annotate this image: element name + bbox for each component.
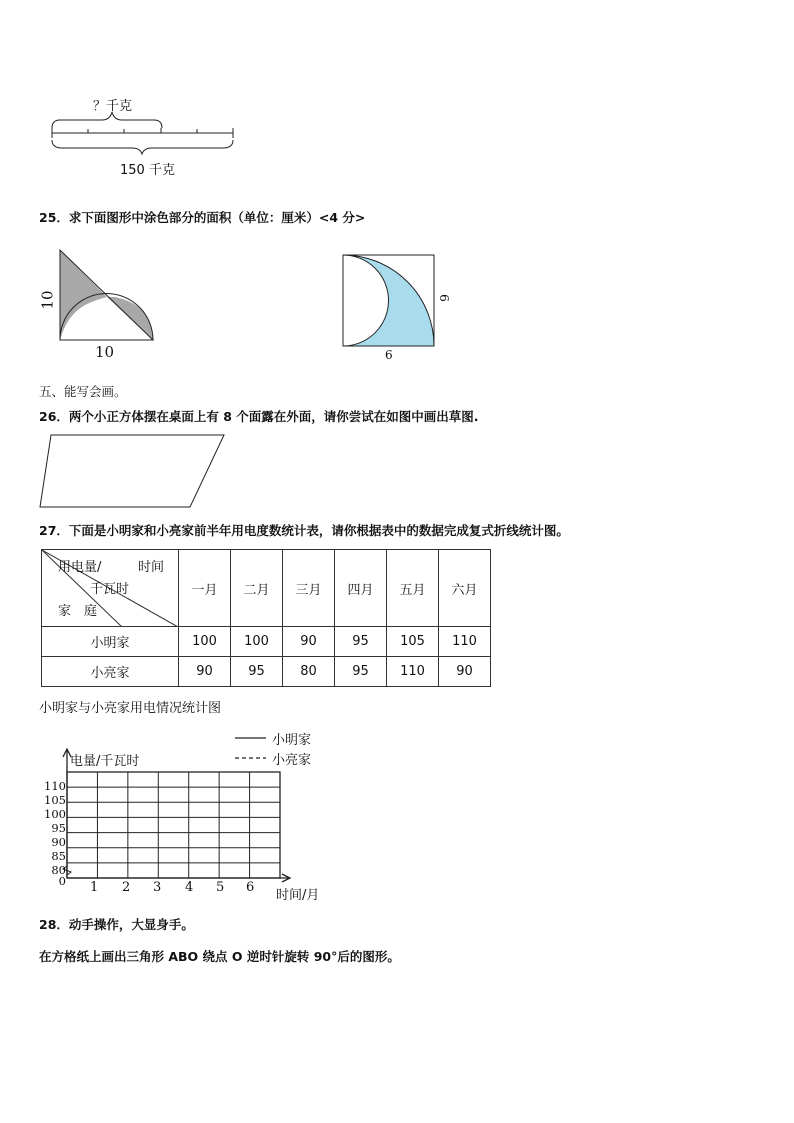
section-5-title: 五、能写会画。 (39, 384, 127, 399)
y-tick: 105 (44, 793, 66, 807)
y-tick: 0 (58, 874, 66, 888)
y-tick: 100 (44, 807, 66, 821)
table-cell: 80 (283, 657, 335, 687)
legend-solid-label: 小明家 (272, 733, 312, 748)
corner-family: 家 庭 (58, 604, 98, 619)
top-brace (52, 112, 162, 128)
fig2-bottom-label: 6 (385, 348, 393, 362)
month-header: 三月 (283, 550, 335, 627)
electricity-table (41, 549, 491, 687)
table-cell: 95 (335, 627, 387, 657)
bottom-brace (52, 140, 233, 154)
row-name: 小明家 (42, 627, 179, 657)
bottom-label: 150 千克 (120, 163, 175, 178)
month-header: 二月 (231, 550, 283, 627)
table-cell: 95 (335, 657, 387, 687)
q28-instruction: 在方格纸上画出三角形 ABO 绕点 O 逆时针旋转 90°后的图形。 (39, 949, 400, 964)
fig1-side-label: 10 (38, 290, 57, 310)
q28-title: 28．动手操作，大显身手。 (39, 917, 194, 932)
square-crescent-figure (340, 252, 440, 348)
table-cell: 95 (231, 657, 283, 687)
fig1-bottom-label: 10 (95, 343, 115, 361)
corner-unit: 用电量/ (58, 560, 102, 575)
x-tick: 6 (246, 880, 255, 895)
x-tick: 3 (153, 880, 162, 895)
table-cell: 100 (231, 627, 283, 657)
x-tick: 4 (185, 880, 194, 895)
grid-svg (60, 748, 300, 888)
corner-unit2: 千瓦时 (90, 582, 130, 597)
table-cell: 110 (387, 657, 439, 687)
table-row (42, 627, 491, 657)
triangle-semicircle-figure (55, 245, 165, 350)
month-header: 一月 (179, 550, 231, 627)
chart-title: 小明家与小亮家用电情况统计图 (39, 701, 222, 716)
y-tick: 110 (44, 779, 66, 793)
tabletop-parallelogram (38, 432, 228, 512)
table-cell: 100 (179, 627, 231, 657)
y-tick: 85 (51, 849, 66, 863)
month-header: 五月 (387, 550, 439, 627)
table-row (42, 657, 491, 687)
x-axis-label: 时间/月 (276, 888, 320, 903)
fig2-side-label: 6 (436, 294, 451, 302)
y-axis-label: 电量/千瓦时 (70, 754, 140, 769)
row-name: 小亮家 (42, 657, 179, 687)
month-header: 六月 (439, 550, 491, 627)
y-tick: 95 (51, 821, 66, 835)
table-cell: 110 (439, 627, 491, 657)
table-cell: 90 (283, 627, 335, 657)
corner-time: 时间 (138, 560, 165, 575)
q27-title: 27．下面是小明家和小亮家前半年用电度数统计表，请你根据表中的数据完成复式折线统计图。 (39, 523, 569, 538)
legend-dashed-label: 小亮家 (272, 753, 312, 768)
top-label: ？千克 (93, 99, 133, 114)
y-tick: 80 (51, 863, 66, 877)
table-cell: 105 (387, 627, 439, 657)
x-tick: 2 (122, 880, 131, 895)
q26-title: 26．两个小正方体摆在桌面上有 8 个面露在外面，请你尝试在如图中画出草图. (39, 409, 479, 424)
y-tick-labels (42, 779, 66, 888)
month-header: 四月 (335, 550, 387, 627)
table-corner-cell (42, 550, 179, 627)
y-tick: 90 (51, 835, 66, 849)
x-tick: 5 (216, 880, 225, 895)
table-cell: 90 (179, 657, 231, 687)
q25-title: 25．求下面图形中涂色部分的面积（单位：厘米）<4 分> (39, 210, 366, 225)
table-cell: 90 (439, 657, 491, 687)
x-tick: 1 (90, 880, 99, 895)
